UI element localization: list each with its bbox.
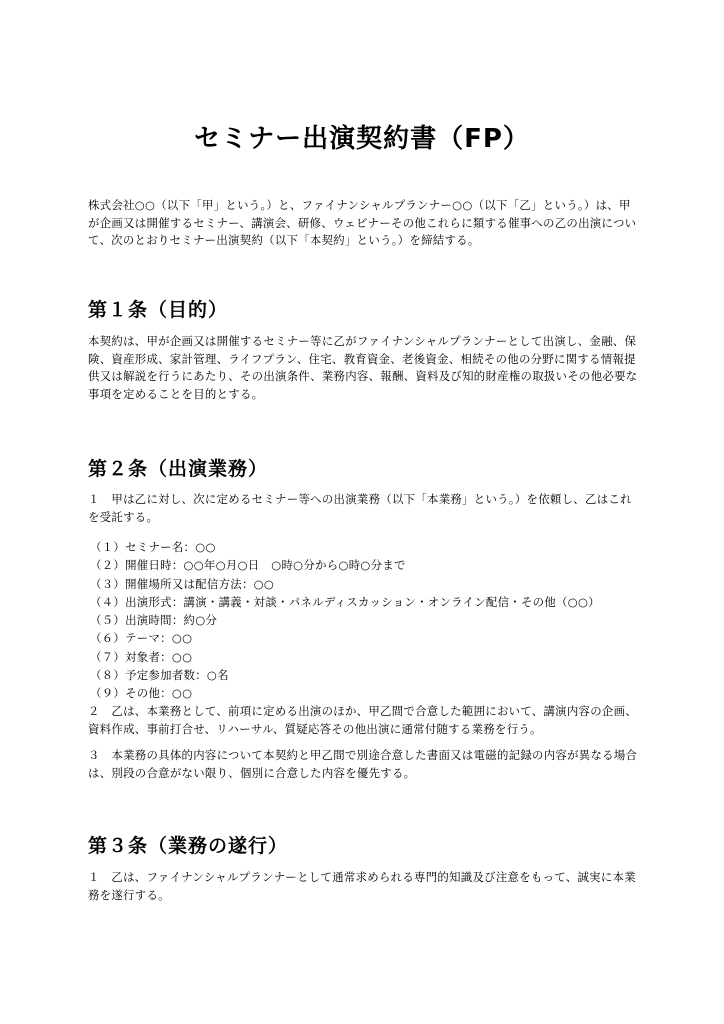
list-item: （６）テーマ：○○ (90, 631, 193, 646)
list-item: （２）開催日時：○○年○月○日 ○時○分から○時○分まで (90, 558, 406, 573)
article-3-paragraph-1: １ 乙は、ファイナンシャルプランナーとして通常求められる専門的知識及び注意をもって、誠実に本業務を遂行する。 (88, 870, 636, 902)
list-item: （４）出演形式：講演・講義・対談・パネルディスカッション・オンライン配信・その他（○○） (90, 594, 600, 609)
list-item: （９）その他：○○ (90, 686, 193, 701)
article-3-heading: 第３条（業務の遂行） (88, 835, 289, 857)
article-1-body: 本契約は、甲が企画又は開催するセミナー等に乙がファイナンシャルプランナーとして出演し、金融、保険、資産形成、家計管理、ライフプラン、住宅、教育資金、老後資金、相続その他の分野に関する情報提供又は解説を行うにあたり、その出演条件、業務内容、報酬、資料及び知的財産権の取扱いその他必要な事項を定めることを目的とする。 (88, 334, 638, 401)
article-2-paragraph-1: １ 甲は乙に対し、次に定めるセミナー等への出演業務（以下「本業務」という。）を依頼し、乙はこれを受託する。 (88, 492, 632, 524)
document-title: セミナー出演契約書（FP） (194, 124, 530, 154)
list-item: （５）出演時間：約○分 (90, 613, 218, 628)
intro-paragraph: 株式会社○○（以下「甲」という。）と、ファイナンシャルプランナー○○（以下「乙」という。）は、甲が企画又は開催するセミナー、講演会、研修、ウェビナーその他これらに類する催事への乙の出演について、次のとおりセミナー出演契約（以下「本契約」という。）を締結する。 (88, 198, 637, 248)
list-item: （３）開催場所又は配信方法：○○ (90, 576, 275, 591)
article-2-heading: 第２条（出演業務） (88, 458, 269, 480)
list-item: （７）対象者：○○ (90, 649, 193, 664)
list-item: （８）予定参加者数：○名 (90, 668, 229, 683)
article-2-paragraph-3: ３ 本業務の具体的内容について本契約と甲乙間で別途合意した書面又は電磁的記録の内容が異なる場合は、別段の合意がない限り、個別に合意した内容を優先する。 (88, 748, 638, 780)
article-2-item-list (90, 538, 640, 703)
list-item: （１）セミナー名：○○ (90, 540, 216, 554)
article-1-heading: 第１条（目的） (88, 299, 229, 321)
article-2-paragraph-2: ２ 乙は、本業務として、前項に定める出演のほか、甲乙間で合意した範囲において、講演内容の企画、資料作成、事前打合せ、リハーサル、質疑応答その他出演に通常付随する業務を行う。 (88, 704, 638, 736)
